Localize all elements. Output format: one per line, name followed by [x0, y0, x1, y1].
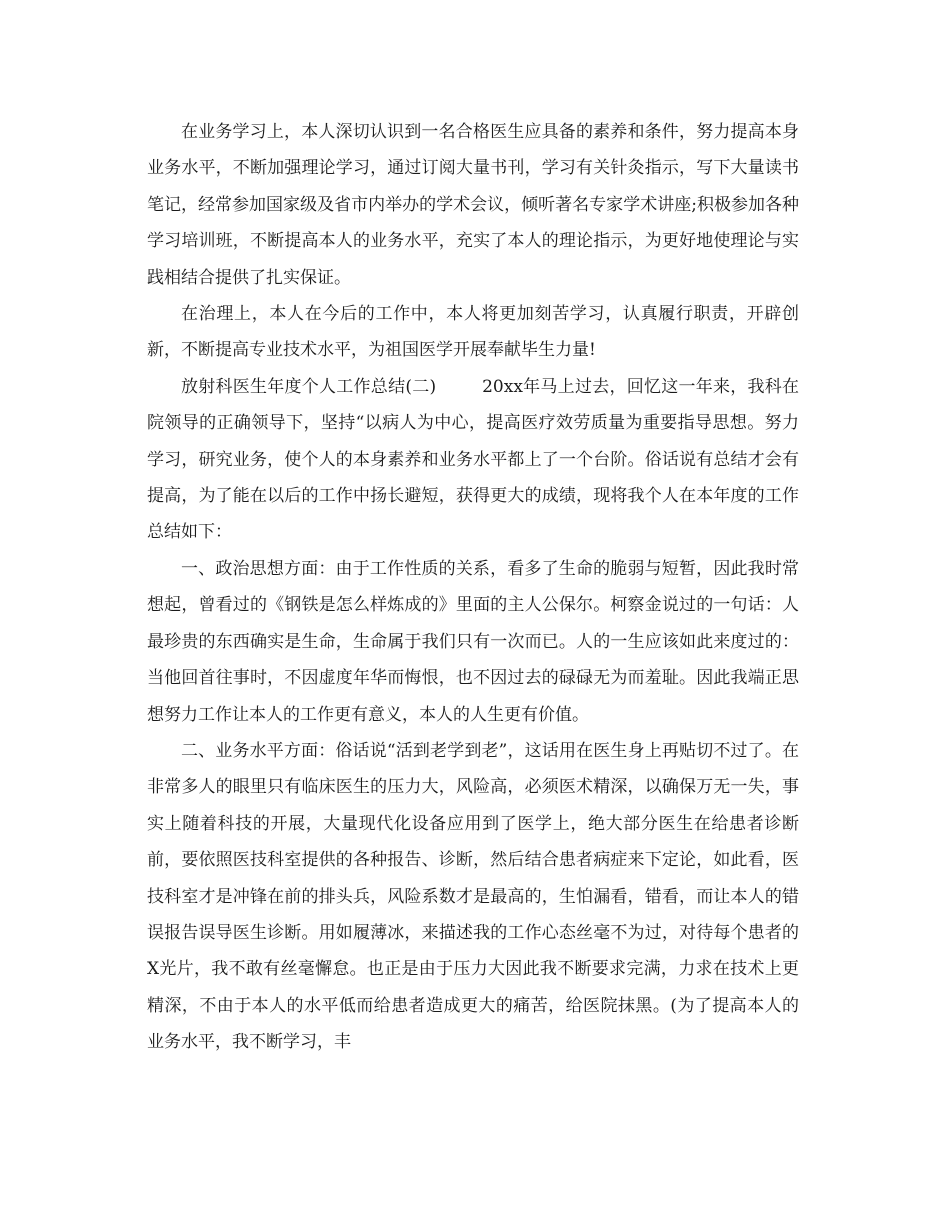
section-intro-text: 20xx年马上过去，回忆这一年来，我科在院领导的正确领导下，坚持“以病人为中心，提高医疗效劳质量为重要指导思想。努力学习，研究业务，使个人的本身素养和业务水平都上了一个台阶。俗话说有总结才会有提高，为了能在以后的工作中扬长避短，获得更大的成绩，现将我个人在本年度的工作总结如下： [147, 376, 800, 543]
section-title: 放射科医生年度个人工作总结(二) [181, 376, 437, 397]
paragraph-management: 在治理上，本人在今后的工作中，本人将更加刻苦学习，认真履行职责，开辟创新，不断提高专业技术水平，为祖国医学开展奉献毕生力量! [147, 304, 799, 361]
paragraph-section-intro [147, 369, 799, 551]
paragraph-political: 一、政治思想方面：由于工作性质的关系，看多了生命的脆弱与短暂，因此我时常想起，曾看过的《钢铁是怎么样炼成的》里面的主人公保尔。柯察金说过的一句话：人最珍贵的东西确实是生命，生命属于我们只有一次而已。人的一生应该如此来度过的：当他回首往事时，不因虚度年华而悔恨，也不因过去的碌碌无为而羞耻。因此我端正思想努力工作让本人的工作更有意义，本人的人生更有价值。 [147, 558, 799, 725]
paragraph-study: 在业务学习上，本人深切认识到一名合格医生应具备的素养和条件，努力提高本身业务水平，不断加强理论学习，通过订阅大量书刊，学习有关针灸指示，写下大量读书笔记，经常参加国家级及省市内举办的学术会议，倾听著名专家学术讲座;积极参加各种学习培训班，不断提高本人的业务水平，充实了本人的理论指示，为更好地使理论与实践相结合提供了扎实保证。 [147, 122, 799, 288]
document-body [147, 114, 799, 1061]
paragraph-professional: 二、业务水平方面：俗话说“活到老学到老”，这话用在医生身上再贴切不过了。在非常多人的眼里只有临床医生的压力大，风险高，必须医术精深，以确保万无一失，事实上随着科技的开展，大量现代化设备应用到了医学上，绝大部分医生在给患者诊断前，要依照医技科室提供的各种报告、诊断，然后结合患者病症来下定论，如此看，医技科室才是冲锋在前的排头兵，风险系数才是最高的，生怕漏看，错看，而让本人的错误报告误导医生诊断。用如履薄冰，来描述我的工作心态丝毫不为过，对待每个患者的X光片，我不敢有丝毫懈怠。也正是由于压力大因此我不断要求完满，力求在技术上更精深，不由于本人的水平低而给患者造成更大的痛苦，给医院抹黑。(为了提高本人的业务水平，我不断学习，丰 [147, 740, 799, 1053]
